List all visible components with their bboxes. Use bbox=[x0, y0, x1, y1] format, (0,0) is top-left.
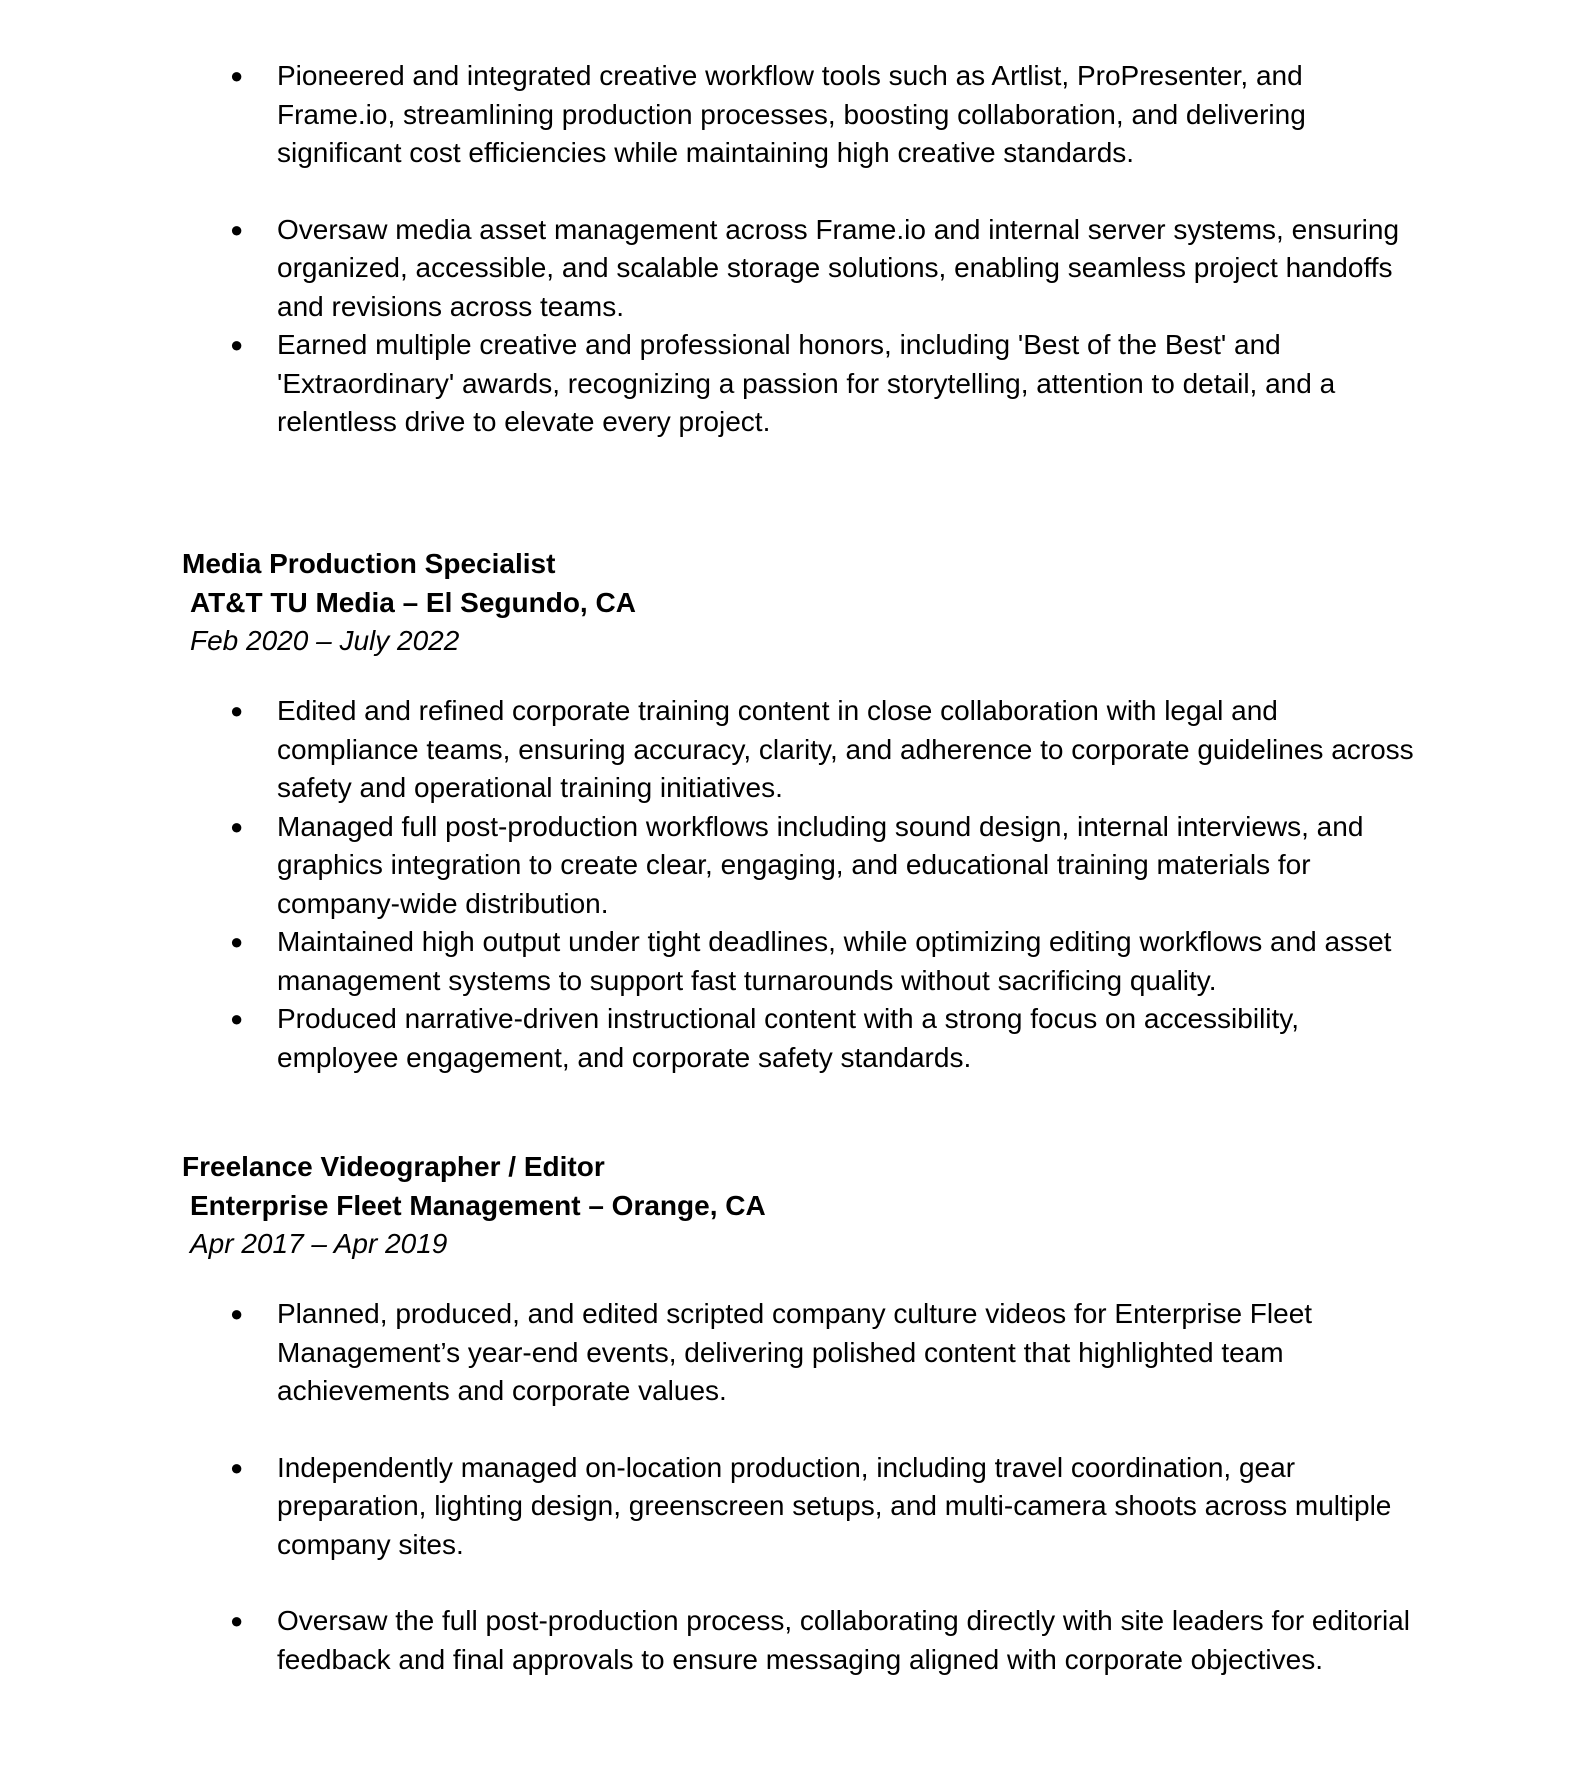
list-item bbox=[230, 1602, 1420, 1679]
bullet-icon: ● bbox=[230, 929, 244, 954]
enterprise-bullet-list bbox=[230, 1295, 1420, 1679]
bullet-icon: ● bbox=[230, 1454, 244, 1480]
att-bullet-list bbox=[230, 692, 1420, 1077]
bullet-icon: ● bbox=[230, 1301, 244, 1326]
bullet-text: Maintained high output under tight deadlines, while optimizing editing workflows and asset management systems to support fast turnarounds without sacrificing quality. bbox=[277, 926, 1392, 996]
list-item bbox=[230, 1449, 1420, 1565]
bullet-text: Managed full post-production workflows including sound design, internal interviews, and graphics integration to create clear, engaging, and educational training materials for company-wide distribution. bbox=[277, 810, 1364, 919]
job-header-att bbox=[182, 545, 636, 661]
bullet-text: Produced narrative-driven instructional content with a strong focus on accessibility, employee engagement, and corporate safety standards. bbox=[277, 1003, 1299, 1073]
bullet-icon: ● bbox=[230, 698, 244, 723]
bullet-text: Pioneered and integrated creative workflow tools such as Artlist, ProPresenter, and Frame.io, streamlining production processes, boosting collaboration, and delivering significant cost efficiencies while maintaining high creative standards. bbox=[277, 60, 1306, 168]
bullet-text: Earned multiple creative and professional honors, including 'Best of the Best' and 'Extraordinary' awards, recognizing a passion for storytelling, attention to detail, and a relentless drive to elevate every project. bbox=[277, 329, 1336, 437]
bullet-icon: ● bbox=[230, 813, 244, 839]
bullet-text: Edited and refined corporate training content in close collaboration with legal and compliance teams, ensuring accuracy, clarity, and adherence to corporate guidelines across safety and operational training initiatives. bbox=[277, 695, 1414, 803]
job-header-enterprise bbox=[182, 1148, 766, 1264]
list-item bbox=[230, 808, 1420, 924]
job-dates: Feb 2020 – July 2022 bbox=[190, 625, 460, 656]
job-dates: Apr 2017 – Apr 2019 bbox=[190, 1228, 448, 1259]
list-item bbox=[230, 692, 1420, 808]
list-item bbox=[230, 1295, 1420, 1411]
list-item bbox=[230, 923, 1420, 1000]
previous-job-bullet-list bbox=[230, 57, 1420, 442]
list-item bbox=[230, 211, 1420, 327]
job-title: Freelance Videographer / Editor bbox=[182, 1151, 605, 1182]
bullet-text: Independently managed on-location production, including travel coordination, gear preparation, lighting design, greenscreen setups, and multi-camera shoots across multiple company sites. bbox=[277, 1451, 1392, 1560]
list-item bbox=[230, 326, 1420, 442]
bullet-icon: ● bbox=[230, 1006, 244, 1031]
list-item bbox=[230, 1000, 1420, 1077]
job-title: Media Production Specialist bbox=[182, 548, 556, 579]
bullet-text: Planned, produced, and edited scripted company culture videos for Enterprise Fleet Management’s year-end events, delivering polished content that highlighted team achievements and corporate values. bbox=[277, 1298, 1313, 1406]
job-company: Enterprise Fleet Management – Orange, CA bbox=[190, 1189, 766, 1221]
list-item bbox=[230, 57, 1420, 173]
bullet-icon: ● bbox=[230, 63, 244, 88]
bullet-icon: ● bbox=[230, 1608, 244, 1633]
bullet-text: Oversaw media asset management across Frame.io and internal server systems, ensuring organized, accessible, and scalable storage solutions, enabling seamless project handoffs and revisions across teams. bbox=[277, 213, 1400, 322]
job-company: AT&T TU Media – El Segundo, CA bbox=[190, 586, 636, 618]
bullet-icon: ● bbox=[230, 332, 244, 357]
bullet-text: Oversaw the full post-production process, collaborating directly with site leaders for editorial feedback and final approvals to ensure messaging aligned with corporate objectives. bbox=[277, 1605, 1410, 1675]
bullet-icon: ● bbox=[230, 216, 244, 242]
